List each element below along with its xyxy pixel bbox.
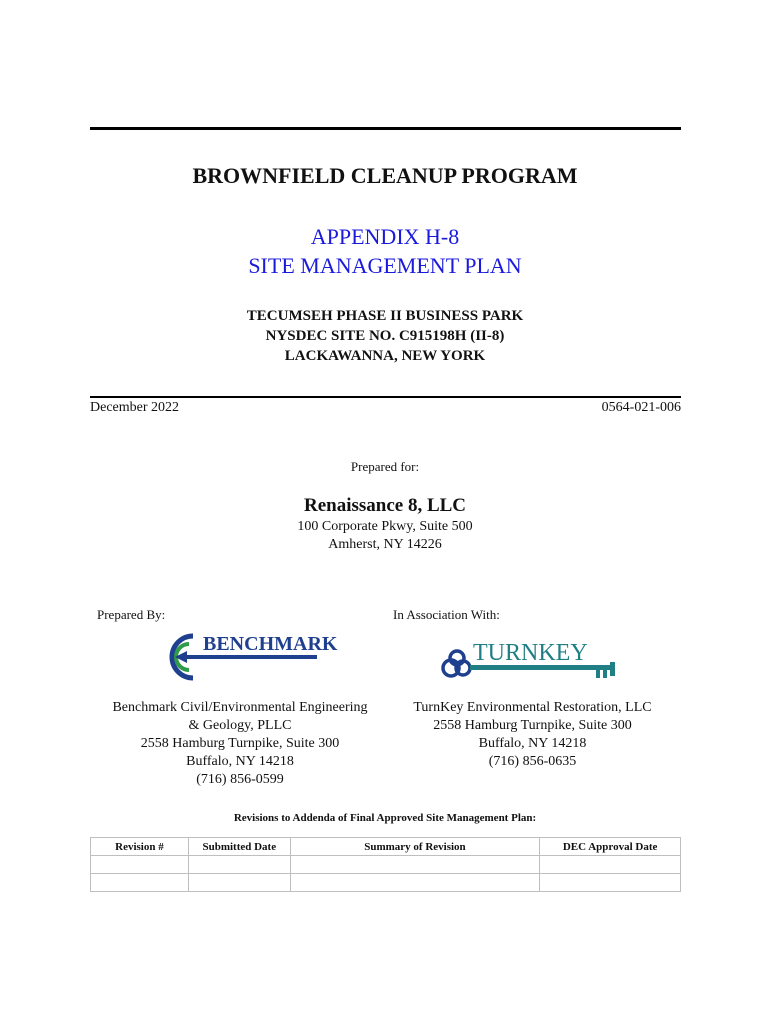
turnkey-logo-text: TURNKEY xyxy=(473,640,588,666)
table-cell xyxy=(91,874,189,892)
benchmark-address-line: Benchmark Civil/Environmental Engineering xyxy=(112,700,368,715)
table-cell xyxy=(290,856,540,874)
col-summary: Summary of Revision xyxy=(290,838,540,856)
appendix-title xyxy=(0,222,770,280)
middle-rule xyxy=(90,396,681,398)
turnkey-address-line: TurnKey Environmental Restoration, LLC xyxy=(413,700,652,715)
appendix-number: APPENDIX H-8 xyxy=(310,224,460,249)
turnkey-address xyxy=(395,699,670,771)
benchmark-address-line: Buffalo, NY 14218 xyxy=(186,754,294,769)
turnkey-address-line: (716) 856-0635 xyxy=(488,754,577,769)
table-cell xyxy=(91,856,189,874)
benchmark-address-line: & Geology, PLLC xyxy=(188,718,292,733)
client-address xyxy=(0,518,770,554)
col-approval-date: DEC Approval Date xyxy=(540,838,681,856)
revisions-header-row xyxy=(91,838,681,856)
report-date: December 2022 xyxy=(90,400,180,415)
client-name: Renaissance 8, LLC xyxy=(303,495,467,516)
client-address-line: 100 Corporate Pkwy, Suite 500 xyxy=(297,519,473,534)
client-address-line: Amherst, NY 14226 xyxy=(328,537,442,552)
table-cell xyxy=(290,874,540,892)
top-rule xyxy=(90,127,681,130)
site-location: LACKAWANNA, NEW YORK xyxy=(284,348,486,364)
table-cell xyxy=(540,856,681,874)
table-row xyxy=(91,874,681,892)
revisions-title: Revisions to Addenda of Final Approved Site Management Plan: xyxy=(233,812,537,824)
turnkey-logo xyxy=(436,628,621,688)
benchmark-address-line: 2558 Hamburg Turnpike, Suite 300 xyxy=(140,736,340,751)
turnkey-address-line: Buffalo, NY 14218 xyxy=(478,736,587,751)
association-label: In Association With: xyxy=(393,607,500,622)
plan-title: SITE MANAGEMENT PLAN xyxy=(248,253,522,278)
benchmark-address xyxy=(90,699,390,789)
key-tooth-2 xyxy=(603,670,607,678)
benchmark-address-line: (716) 856-0599 xyxy=(196,772,284,787)
project-number: 0564-021-006 xyxy=(601,400,681,415)
prepared-by-label: Prepared By: xyxy=(97,607,166,622)
benchmark-logo xyxy=(153,628,338,684)
site-name: TECUMSEH PHASE II BUSINESS PARK xyxy=(246,308,524,324)
table-row xyxy=(91,856,681,874)
turnkey-address-line: 2558 Hamburg Turnpike, Suite 300 xyxy=(433,718,632,733)
col-submitted-date: Submitted Date xyxy=(188,838,290,856)
table-cell xyxy=(188,856,290,874)
key-bit xyxy=(610,662,615,676)
key-tooth-1 xyxy=(596,670,600,678)
table-cell xyxy=(540,874,681,892)
program-title: BROWNFIELD CLEANUP PROGRAM xyxy=(192,163,578,188)
table-cell xyxy=(188,874,290,892)
site-block xyxy=(0,306,770,366)
benchmark-logo-text: BENCHMARK xyxy=(203,633,338,655)
site-number: NYSDEC SITE NO. C915198H (II-8) xyxy=(265,328,505,344)
col-revision-number: Revision # xyxy=(91,838,189,856)
revisions-table xyxy=(90,837,681,892)
prepared-for-label: Prepared for: xyxy=(350,459,420,474)
